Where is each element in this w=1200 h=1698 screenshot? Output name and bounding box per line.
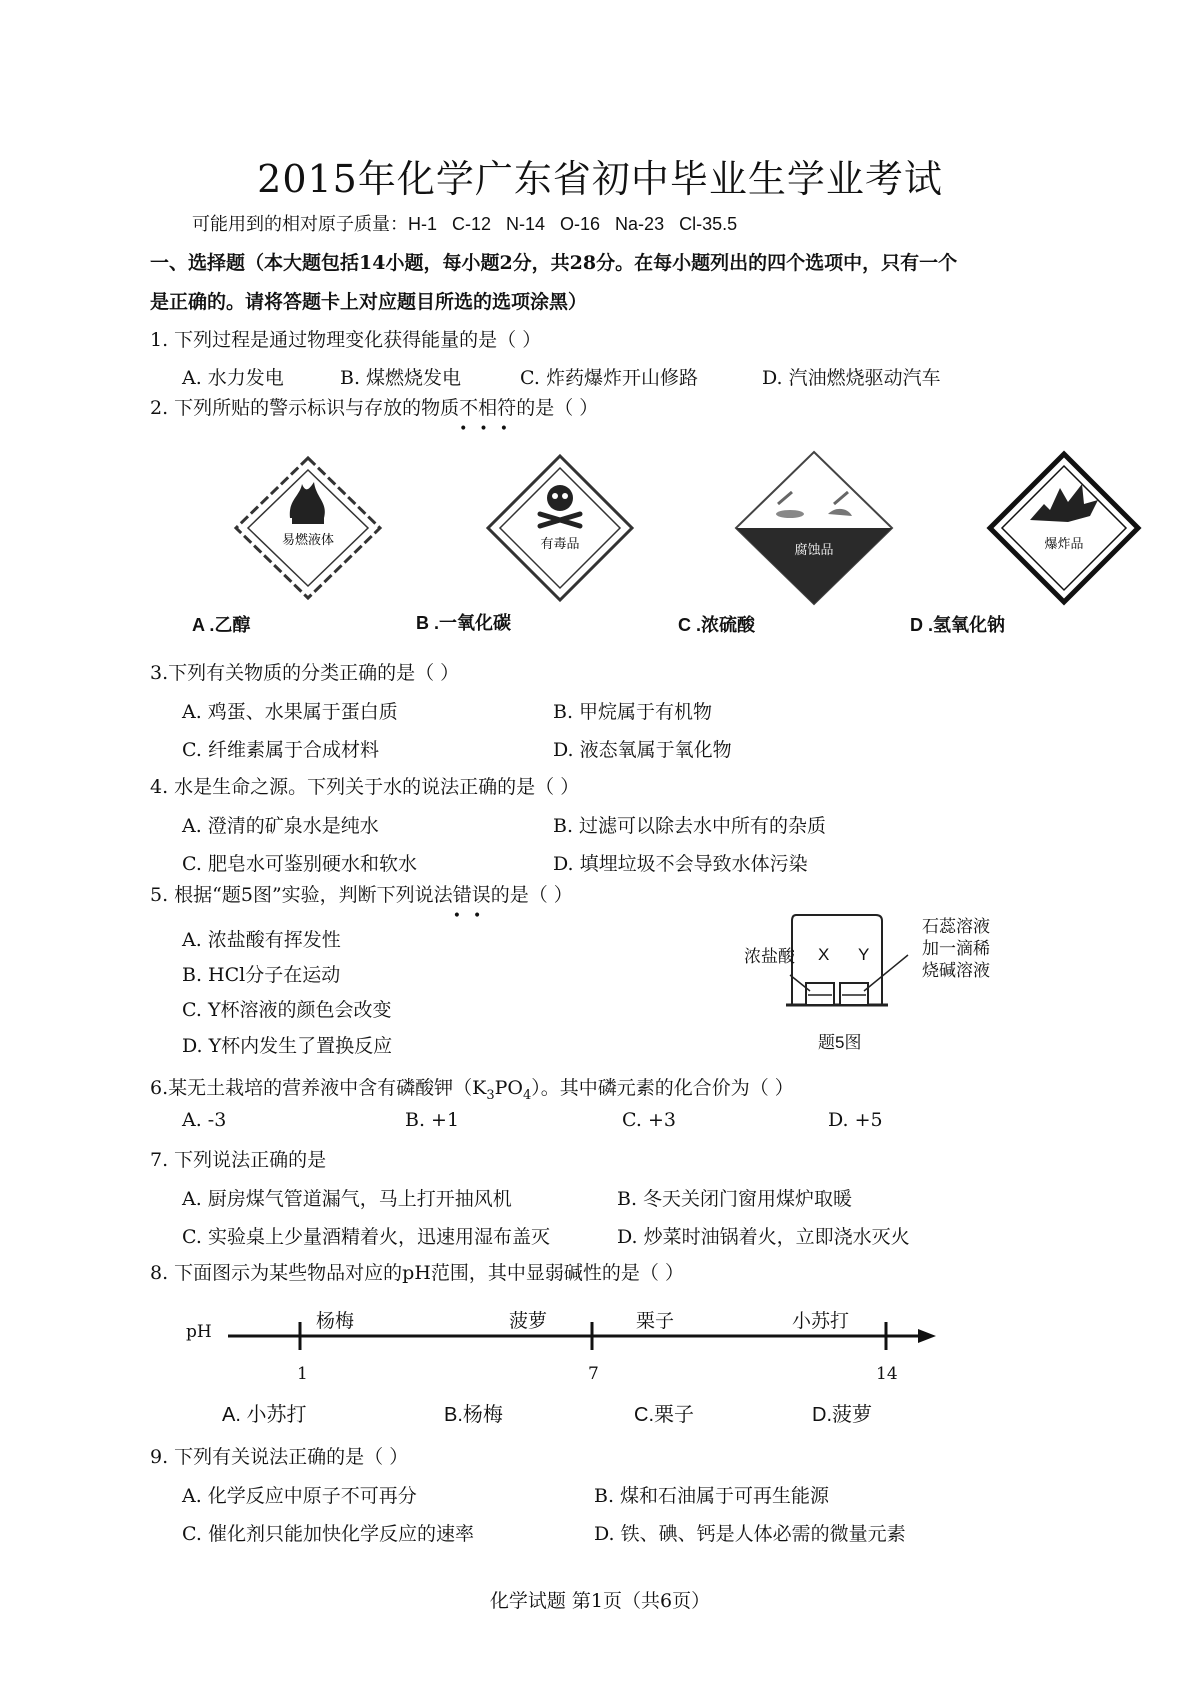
fig5-label-right1: 石蕊溶液 — [922, 917, 990, 936]
section-header-line1: 一、选择题（本大题包括14小题，每小题2分，共28分。在每小题列出的四个选项中，只有一个 — [150, 252, 958, 274]
q1-option-b: B. 煤燃烧发电 — [340, 367, 462, 389]
q3-stem: 3.下列有关物质的分类正确的是（ ） — [150, 662, 460, 684]
q8-option-d: D.菠萝 — [812, 1404, 872, 1426]
q5-option-a: A. 浓盐酸有挥发性 — [182, 929, 341, 951]
sign-b-label: B .一氧化碳 — [416, 613, 512, 633]
sign-b-inner-text: 有毒品 — [540, 536, 580, 551]
q8-option-b: B.杨梅 — [444, 1404, 503, 1426]
q4-option-a: A. 澄清的矿泉水是纯水 — [182, 815, 379, 837]
q9-stem: 9. 下列有关说法正确的是（ ） — [150, 1446, 409, 1468]
section-header-line2: 是正确的。请将答题卡上对应题目所选的选项涂黑） — [150, 291, 588, 313]
q8-stem: 8. 下面图示为某些物品对应的pH范围，其中显弱碱性的是（ ） — [150, 1262, 684, 1284]
q7-option-b: B. 冬天关闭门窗用煤炉取暖 — [617, 1188, 853, 1210]
fig5-label-right3: 烧碱溶液 — [922, 961, 990, 980]
sign-d-inner-text: 爆炸品 — [1044, 536, 1084, 551]
page-footer: 化学试题 第1页（共6页） — [489, 1590, 711, 1612]
q9-option-c: C. 催化剂只能加快化学反应的速率 — [182, 1523, 474, 1545]
q7-option-d: D. 炒菜时油锅着火，立即浇水灭火 — [617, 1226, 910, 1248]
q3-option-c: C. 纤维素属于合成材料 — [182, 739, 379, 761]
q1-stem: 1. 下列过程是通过物理变化获得能量的是（ ） — [150, 329, 542, 351]
ph-item-pineapple: 菠萝 — [509, 1311, 548, 1332]
q3-option-a: A. 鸡蛋、水果属于蛋白质 — [182, 701, 398, 723]
ph-item-baking-soda: 小苏打 — [792, 1311, 850, 1332]
fig5-label-right2: 加一滴稀 — [922, 939, 990, 958]
q5-option-d: D. Y杯内发生了置换反应 — [182, 1035, 393, 1057]
q4-option-b: B. 过滤可以除去水中所有的杂质 — [553, 815, 827, 837]
q1-option-d: D. 汽油燃烧驱动汽车 — [762, 367, 941, 389]
fig5-label-y: Y — [858, 945, 870, 964]
ph-tick-7: 7 — [588, 1364, 599, 1384]
q1-option-c: C. 炸药爆炸开山修路 — [520, 367, 698, 389]
sign-c-label: C .浓硫酸 — [678, 615, 756, 635]
q1-option-a: A. 水力发电 — [182, 367, 284, 389]
emphasis-wrong: 错误 •• — [452, 884, 494, 924]
q9-option-a: A. 化学反应中原子不可再分 — [182, 1485, 417, 1507]
q9-option-d: D. 铁、碘、钙是人体必需的微量元素 — [594, 1523, 906, 1545]
sign-a-label: A .乙醇 — [192, 615, 251, 635]
emphasis-not-match: 不相符 ••• — [459, 397, 520, 437]
flammable-sign-icon — [236, 458, 380, 598]
q8-option-c: C.栗子 — [634, 1404, 694, 1426]
q7-stem: 7. 下列说法正确的是 — [150, 1149, 327, 1171]
q3-option-b: B. 甲烷属于有机物 — [553, 701, 713, 723]
toxic-sign-icon — [488, 456, 632, 600]
q3-option-d: D. 液态氧属于氧化物 — [553, 739, 732, 761]
exam-title: 2015年化学广东省初中毕业生学业考试 — [257, 157, 943, 201]
ph-item-chestnut: 栗子 — [636, 1311, 675, 1332]
sign-c-inner-text: 腐蚀品 — [794, 542, 834, 557]
q6-option-d: D. +5 — [828, 1109, 883, 1131]
atomic-masses: 可能用到的相对原子质量：H-1 C-12 N-14 O-16 Na-23 Cl-35.5 — [192, 214, 738, 234]
corrosive-sign-icon — [736, 452, 892, 604]
q5-stem: 5. 根据“题5图”实验，判断下列说法错误 •• 的是（ ） — [150, 884, 573, 924]
q9-option-b: B. 煤和石油属于可再生能源 — [594, 1485, 830, 1507]
ph-tick-14: 14 — [876, 1364, 898, 1384]
q7-option-a: A. 厨房煤气管道漏气，马上打开抽风机 — [182, 1188, 512, 1210]
fig5-caption: 题5图 — [818, 1033, 862, 1052]
explosive-sign-icon — [990, 454, 1138, 602]
ph-axis-label: pH — [186, 1322, 212, 1342]
sign-d-label: D .氢氧化钠 — [910, 615, 1006, 635]
q6-option-a: A. -3 — [182, 1109, 227, 1131]
ph-tick-1: 1 — [297, 1364, 308, 1384]
q6-stem: 6.某无土栽培的营养液中含有磷酸钾$(K_3PO_4)$。其中磷元素的化合价为（ ） — [150, 1077, 794, 1103]
q4-option-c: C. 肥皂水可鉴别硬水和软水 — [182, 853, 417, 875]
q4-option-d: D. 填埋垃圾不会导致水体污染 — [553, 853, 808, 875]
q2-stem: 2. 下列所贴的警示标识与存放的物质不相符 ••• 的是（ ） — [150, 397, 599, 437]
hazard-signs-figure — [150, 448, 1084, 638]
fig5-label-hcl: 浓盐酸 — [744, 947, 795, 966]
q4-stem: 4. 水是生命之源。下列关于水的说法正确的是（ ） — [150, 776, 580, 798]
q5-option-c: C. Y杯溶液的颜色会改变 — [182, 999, 392, 1021]
q7-option-c: C. 实验桌上少量酒精着火，迅速用湿布盖灭 — [182, 1226, 550, 1248]
fig5-label-x: X — [818, 945, 830, 964]
ph-item-yangmei: 杨梅 — [316, 1311, 355, 1332]
q8-option-a: A. 小苏打 — [222, 1404, 307, 1426]
q6-option-b: B. +1 — [405, 1109, 460, 1131]
sign-a-inner-text: 易燃液体 — [281, 532, 335, 547]
q5-option-b: B. HCl分子在运动 — [182, 964, 341, 986]
q6-option-c: C. +3 — [622, 1109, 676, 1131]
